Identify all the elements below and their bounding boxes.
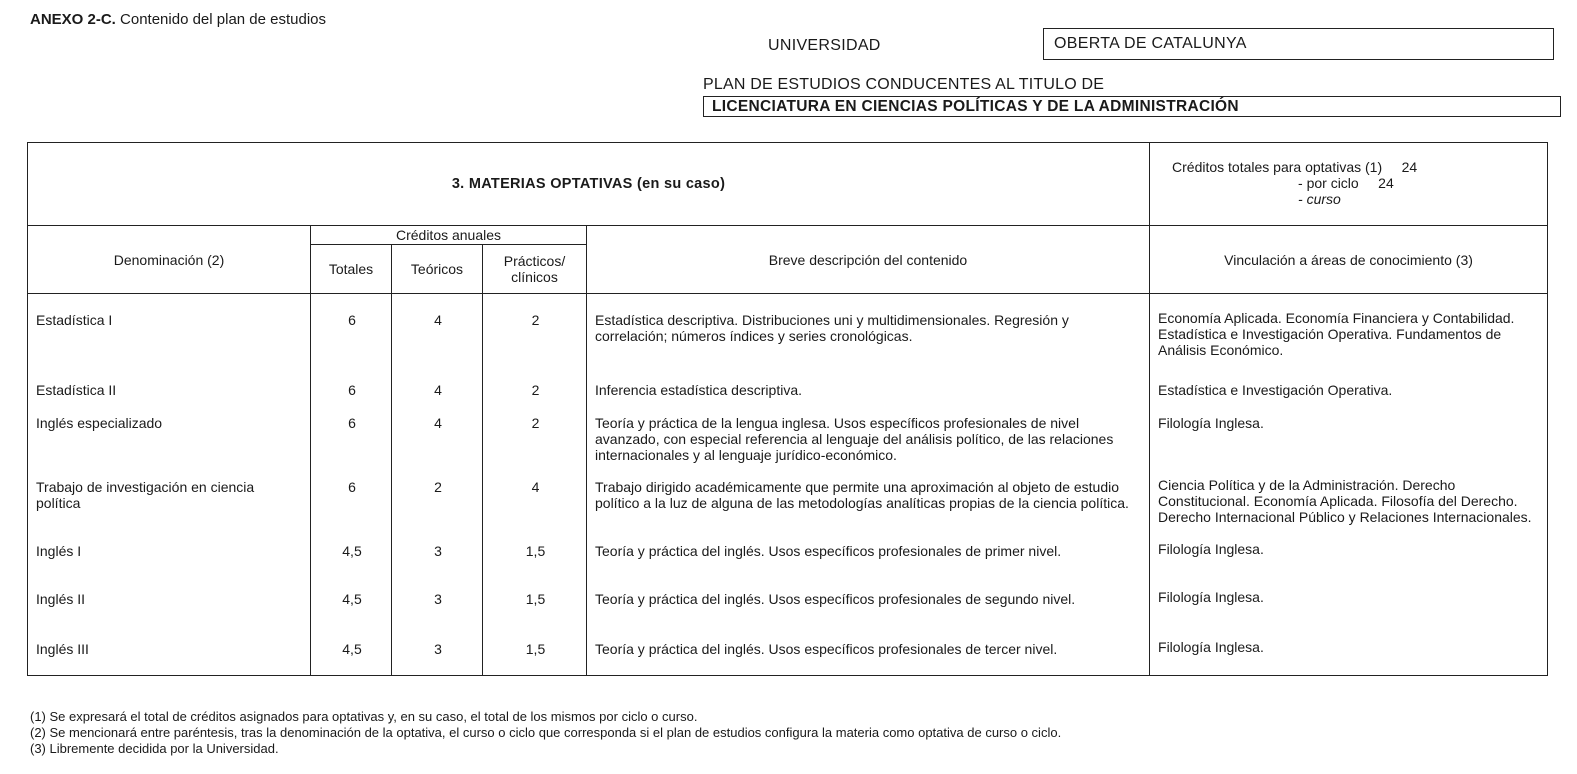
por-ciclo-label: - por ciclo [1298, 175, 1359, 191]
table-row-descripcion: Teoría y práctica del inglés. Usos específicos profesionales de primer nivel. [595, 543, 1062, 559]
table-row-name: Inglés especializado [36, 415, 163, 431]
table-row-vinculacion: Filología Inglesa. [1158, 541, 1264, 557]
table-row-practicos: 1,5 [525, 591, 546, 607]
table-row-teoricos: 4 [434, 415, 442, 431]
table-row-vinculacion: Ciencia Política y de la Administración. Derecho Constitucional. Economía Aplicada. Filosofía del Derecho. Derecho Internacional Público y Relaciones Internacionales. [1158, 477, 1532, 525]
table-row-totales: 6 [348, 312, 356, 328]
creditos-totales-value: 24 [1401, 159, 1418, 175]
table-row-teoricos: 4 [434, 382, 442, 398]
table-row-name: Inglés II [36, 591, 86, 607]
denominacion-column [28, 294, 311, 676]
table-row-name: Trabajo de investigación en ciencia política [36, 479, 255, 511]
creditos-totales-box [1150, 143, 1548, 226]
table-row-descripcion: Trabajo dirigido académicamente que permite una aproximación al objeto de estudio político a la luz de alguna de las metodologías analíticas propias de la ciencia política. [595, 479, 1129, 511]
table-row-totales: 4,5 [342, 543, 362, 559]
curso-label: - curso [1298, 191, 1341, 207]
table-row-practicos: 1,5 [525, 641, 546, 657]
table-row-teoricos: 2 [434, 479, 442, 495]
table-row-vinculacion: Filología Inglesa. [1158, 589, 1264, 605]
table-row-totales: 4,5 [342, 641, 362, 657]
annex-label: ANEXO 2-C. [30, 11, 116, 28]
table-row-practicos: 1,5 [525, 543, 546, 559]
table-row-totales: 6 [348, 479, 356, 495]
col-teoricos: Teóricos [392, 245, 483, 294]
footnotes [30, 709, 1061, 757]
col-descripcion: Breve descripción del contenido [587, 226, 1150, 294]
optativas-table [27, 142, 1548, 676]
table-row-descripcion: Teoría y práctica del inglés. Usos específicos profesionales de segundo nivel. [595, 591, 1076, 607]
footnote: (2) Se mencionará entre paréntesis, tras la denominación de la optativa, el curso o ciclo que corresponda si el plan de estudios configura la materia como optativa de curso o ciclo. [30, 725, 1062, 740]
table-row-name: Estadística II [36, 382, 117, 398]
footnote: (1) Se expresará el total de créditos asignados para optativas y, en su caso, el total de los mismos por ciclo o curso. [30, 709, 698, 724]
col-practicos: Prácticos/ clínicos [483, 245, 587, 294]
teoricos-column [392, 294, 483, 676]
table-row-practicos: 2 [531, 382, 540, 398]
table-row-practicos: 4 [531, 479, 540, 495]
annex-heading [30, 11, 326, 28]
table-row-totales: 6 [348, 382, 356, 398]
table-row-vinculacion: Filología Inglesa. [1158, 639, 1264, 655]
section-title: 3. MATERIAS OPTATIVAS (en su caso) [28, 143, 1150, 226]
table-row-teoricos: 3 [434, 591, 442, 607]
col-vinculacion: Vinculación a áreas de conocimiento (3) [1150, 226, 1548, 294]
degree-title: LICENCIATURA EN CIENCIAS POLÍTICAS Y DE LA ADMINISTRACIÓN [703, 96, 1561, 117]
table-row-teoricos: 4 [434, 312, 442, 328]
table-row-descripcion: Inferencia estadística descriptiva. [595, 382, 802, 398]
table-row-descripcion: Estadística descriptiva. Distribuciones uni y multidimensionales. Regresión y correlación; números índices y series cronológicas. [595, 312, 1069, 344]
table-row-teoricos: 3 [434, 641, 442, 657]
table-row-teoricos: 3 [434, 543, 442, 559]
universidad-value: OBERTA DE CATALUNYA [1043, 28, 1554, 60]
annex-title: Contenido del plan de estudios [120, 11, 327, 28]
table-row-name: Inglés III [36, 641, 89, 657]
col-totales: Totales [311, 245, 392, 294]
table-row-totales: 6 [348, 415, 356, 431]
table-row-practicos: 2 [531, 312, 540, 328]
universidad-label: UNIVERSIDAD [768, 37, 881, 54]
col-creditos-anuales: Créditos anuales [311, 226, 587, 245]
table-row-descripcion: Teoría y práctica de la lengua inglesa. Usos específicos profesionales de nivel avanzado, con especial referencia al lenguaje del análisis político, de las relaciones internacionales y al lenguaje jurídico-económico. [595, 415, 1114, 463]
table-row-descripcion: Teoría y práctica del inglés. Usos específicos profesionales de tercer nivel. [595, 641, 1058, 657]
table-row-name: Estadística I [36, 312, 113, 328]
table-row-name: Inglés I [36, 543, 82, 559]
por-ciclo-value: 24 [1378, 175, 1394, 191]
practicos-column [483, 294, 587, 676]
footnote: (3) Libremente decidida por la Universidad. [30, 741, 279, 756]
table-row-practicos: 2 [531, 415, 540, 431]
plan-label: PLAN DE ESTUDIOS CONDUCENTES AL TITULO DE [703, 76, 1105, 93]
table-row-vinculacion: Estadística e Investigación Operativa. [1158, 382, 1393, 398]
creditos-totales-label: Créditos totales para optativas (1) [1172, 159, 1383, 175]
table-row-totales: 4,5 [342, 591, 362, 607]
table-row-vinculacion: Economía Aplicada. Economía Financiera y Contabilidad. Estadística e Investigación Operativa. Fundamentos de Análisis Económico. [1158, 310, 1515, 358]
totales-column [311, 294, 392, 676]
vinculacion-column: Economía Aplicada. Economía Financiera y Contabilidad. Estadística e Investigación Operativa. Fundamentos de Análisis Económico. Estadística e Investigación Operativa. Filología Inglesa. Ciencia Política y de la Administración. Derecho Constitucional. Economía Aplicada. Filosofía del Derecho. Derecho Internacional Público y Relaciones Internacionales. Filología Inglesa. Filología Inglesa. Filología Inglesa. [1150, 294, 1548, 676]
col-denominacion: Denominación (2) [28, 226, 311, 294]
descripcion-column [587, 294, 1150, 676]
